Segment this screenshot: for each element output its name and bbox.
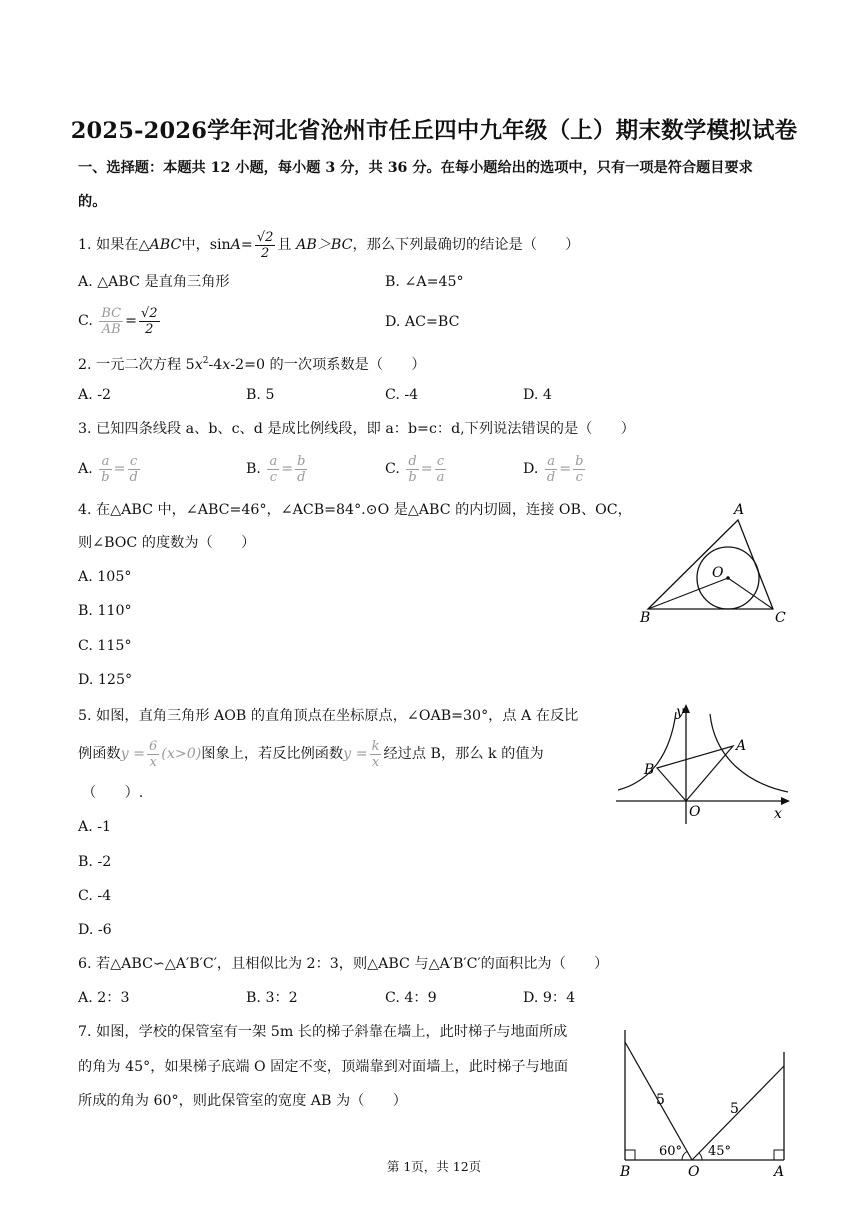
q5-stem-line2 xyxy=(78,736,544,772)
q5-y: y = xyxy=(343,746,368,762)
q3-den: d xyxy=(546,469,556,485)
q3-option-b xyxy=(246,452,309,486)
q5-condition: (x>0) xyxy=(161,746,202,762)
q5-f2-num: k xyxy=(371,738,380,754)
q5-f1-num: 6 xyxy=(149,738,158,754)
q3-opt-label: C. xyxy=(385,461,400,477)
q1-optc-rfraction xyxy=(139,306,160,337)
q3-num: b xyxy=(575,453,584,469)
q3-opt-label: D. xyxy=(523,461,539,477)
q5-frac2 xyxy=(370,739,382,770)
q6-option-a: A. 2：3 xyxy=(78,990,130,1006)
q1-var: A xyxy=(230,237,241,253)
q3-num: c xyxy=(128,454,140,470)
q1-optc-rnum: √2 xyxy=(141,305,158,321)
q1-stem xyxy=(78,228,580,262)
q1-frac-den: 2 xyxy=(260,245,270,261)
q3-eq: = xyxy=(281,461,294,477)
q5-f1-den: x xyxy=(149,754,157,770)
q7-angle-60: 60° xyxy=(659,1144,683,1159)
q7-stem-line1: 7. 如图，学校的保管室有一架 5m 长的梯子斜靠在墙上，此时梯子与地面所成 xyxy=(78,1024,568,1040)
q2-var: x xyxy=(194,357,203,373)
q5-curve-right xyxy=(710,714,788,792)
q1-optc-fraction xyxy=(99,306,123,337)
q3-den: c xyxy=(575,469,583,485)
q2-option-c: C. -4 xyxy=(385,387,419,403)
q2-option-a: A. -2 xyxy=(78,387,112,403)
page-footer: 第 1页，共 12页 xyxy=(386,1159,482,1174)
q4-label-a: A xyxy=(734,502,745,518)
q3-num: a xyxy=(269,453,278,469)
q4-label-o: O xyxy=(712,565,724,581)
q1-option-d: D. AC=BC xyxy=(385,314,460,330)
q2-option-d: D. 4 xyxy=(523,387,552,403)
q3-num: d xyxy=(408,453,417,469)
q1-text: 中，sin xyxy=(181,237,231,253)
q7-stem-line2: 的角为 45°，如果梯子底端 O 固定不变，顶端靠到对面墙上，此时梯子与地面 xyxy=(78,1059,569,1075)
q7-stem-line3: 所成的角为 60°，则此保管室的宽度 AB 为（ ） xyxy=(78,1093,407,1109)
q4-label-c: C xyxy=(775,610,786,626)
q3-num: a xyxy=(545,454,557,470)
q5-y: y = xyxy=(120,746,145,762)
q7-label-b: B xyxy=(620,1164,631,1180)
q4-option-a: A. 105° xyxy=(78,569,132,585)
page-title: 2025-2026学年河北省沧州市任丘四中九年级（上）期末数学模拟试卷 xyxy=(70,118,798,144)
q6-option-c: C. 4：9 xyxy=(385,990,437,1006)
q1-optc-rden: 2 xyxy=(145,321,154,337)
q1-optc-label: C. xyxy=(78,313,93,329)
q7-label-5-right: 5 xyxy=(730,1101,739,1117)
section-heading: 一、选择题：本题共 12 小题，每小题 3 分，共 36 分。在每小题给出的选项中，只有一项是符合题目要求 xyxy=(78,160,753,176)
q5-frac1 xyxy=(147,739,159,770)
q3-frac xyxy=(545,454,557,485)
q3-num: c xyxy=(435,454,447,470)
q1-text: 1. 如果在△ xyxy=(78,237,150,253)
q5-option-b: B. -2 xyxy=(78,854,112,870)
q1-optc-eq: = xyxy=(125,313,138,329)
q3-den: d xyxy=(129,469,138,485)
q6-stem: 6. 若△ABC∽△A′B′C′，且相似比为 2：3，则△ABC 与△A′B′C′的面积比为（ ） xyxy=(78,956,609,972)
q3-frac xyxy=(267,454,279,485)
q5-label-b: B xyxy=(644,762,655,778)
q6-option-d: D. 9：4 xyxy=(523,990,576,1006)
q3-opt-label: A. xyxy=(78,461,93,477)
q5-option-a: A. -1 xyxy=(78,819,112,835)
q5-stem-line3: （ ）. xyxy=(82,785,144,801)
q2-stem xyxy=(78,351,426,375)
section-heading-cont: 的。 xyxy=(78,194,107,210)
q2-text: -2=0 的一次项系数是（ ） xyxy=(230,357,426,373)
q5-label-a: A xyxy=(736,738,747,754)
q7-label-o: O xyxy=(688,1164,700,1180)
q6-option-b: B. 3：2 xyxy=(246,990,298,1006)
q2-exponent: 2 xyxy=(202,356,209,366)
q5-f2-den: x xyxy=(371,754,380,770)
q1-fraction xyxy=(255,230,276,261)
q5-option-c: C. -4 xyxy=(78,888,112,904)
q5-figure xyxy=(612,700,798,826)
q3-option-c xyxy=(385,452,448,486)
q4-segment-ob xyxy=(648,578,728,609)
q1-option-a: A. △ABC 是直角三角形 xyxy=(78,274,230,290)
q3-eq: = xyxy=(113,461,126,477)
q1-text: 且 xyxy=(277,237,297,253)
q1-optc-num: BC xyxy=(101,305,122,321)
q5-label-y: y xyxy=(676,704,684,720)
q3-den: c xyxy=(269,469,277,485)
q4-option-b: B. 110° xyxy=(78,603,132,619)
q3-eq: = xyxy=(559,461,572,477)
q3-option-a xyxy=(78,452,142,486)
q4-figure xyxy=(636,498,796,628)
q4-stem-line1: 4. 在△ABC 中，∠ABC=46°，∠ACB=84°.⊙O 是△ABC 的内切圆，连接 OB、OC， xyxy=(78,502,632,518)
q5-text: 例函数 xyxy=(78,746,121,762)
q3-num: a xyxy=(99,454,111,470)
q3-frac xyxy=(573,454,585,485)
q3-frac xyxy=(406,454,418,485)
q3-den: b xyxy=(101,469,110,485)
q5-triangle xyxy=(657,746,733,801)
q1-frac-num: √2 xyxy=(256,229,274,245)
q3-option-d xyxy=(523,452,587,486)
q3-opt-label: B. xyxy=(246,461,261,477)
q4-center-dot xyxy=(726,576,730,580)
q3-den: a xyxy=(436,469,445,485)
q7-label-a: A xyxy=(774,1164,785,1180)
q1-relation: AB＞BC xyxy=(296,237,353,253)
q2-text: -4 xyxy=(208,357,223,373)
q5-label-x: x xyxy=(774,806,782,822)
q1-optc-den: AB xyxy=(101,321,121,337)
q5-x-arrow xyxy=(781,797,790,805)
q5-label-o: O xyxy=(689,804,701,820)
q3-frac xyxy=(128,454,140,485)
q2-var: x xyxy=(222,357,231,373)
q3-num: b xyxy=(297,453,306,469)
q4-option-d: D. 125° xyxy=(78,672,133,688)
q1-eq: = xyxy=(240,237,253,253)
q3-eq: = xyxy=(420,461,433,477)
q4-stem-line2: 则∠BOC 的度数为（ ） xyxy=(78,535,256,551)
q2-text: 2. 一元二次方程 5 xyxy=(78,357,195,373)
q4-label-b: B xyxy=(640,610,651,626)
q5-stem-line1: 5. 如图，直角三角形 AOB 的直角顶点在坐标原点，∠OAB=30°，点 A 在反比 xyxy=(78,708,579,724)
q3-frac xyxy=(435,454,447,485)
q1-abc: ABC xyxy=(149,237,182,253)
q3-frac xyxy=(99,454,111,485)
q3-frac xyxy=(295,454,307,485)
q4-option-c: C. 115° xyxy=(78,638,132,654)
q5-text: 经过点 B，那么 k 的值为 xyxy=(383,746,544,762)
q5-text: 图象上，若反比例函数 xyxy=(201,746,344,762)
q2-option-b: B. 5 xyxy=(246,387,275,403)
q3-stem: 3. 已知四条线段 a、b、c、d 是成比例线段，即 a：b=c：d,下列说法错误的是（ ） xyxy=(78,421,635,437)
q7-label-5-left: 5 xyxy=(656,1092,665,1108)
q7-angle-45: 45° xyxy=(708,1144,732,1159)
q1-option-b: B. ∠A=45° xyxy=(385,274,464,290)
q1-option-c xyxy=(78,304,162,338)
q3-den: b xyxy=(408,469,417,485)
q3-den: d xyxy=(297,469,306,485)
q5-option-d: D. -6 xyxy=(78,922,112,938)
q5-curve-left xyxy=(618,712,676,790)
q1-text: ，那么下列最确切的结论是（ ） xyxy=(352,237,580,253)
